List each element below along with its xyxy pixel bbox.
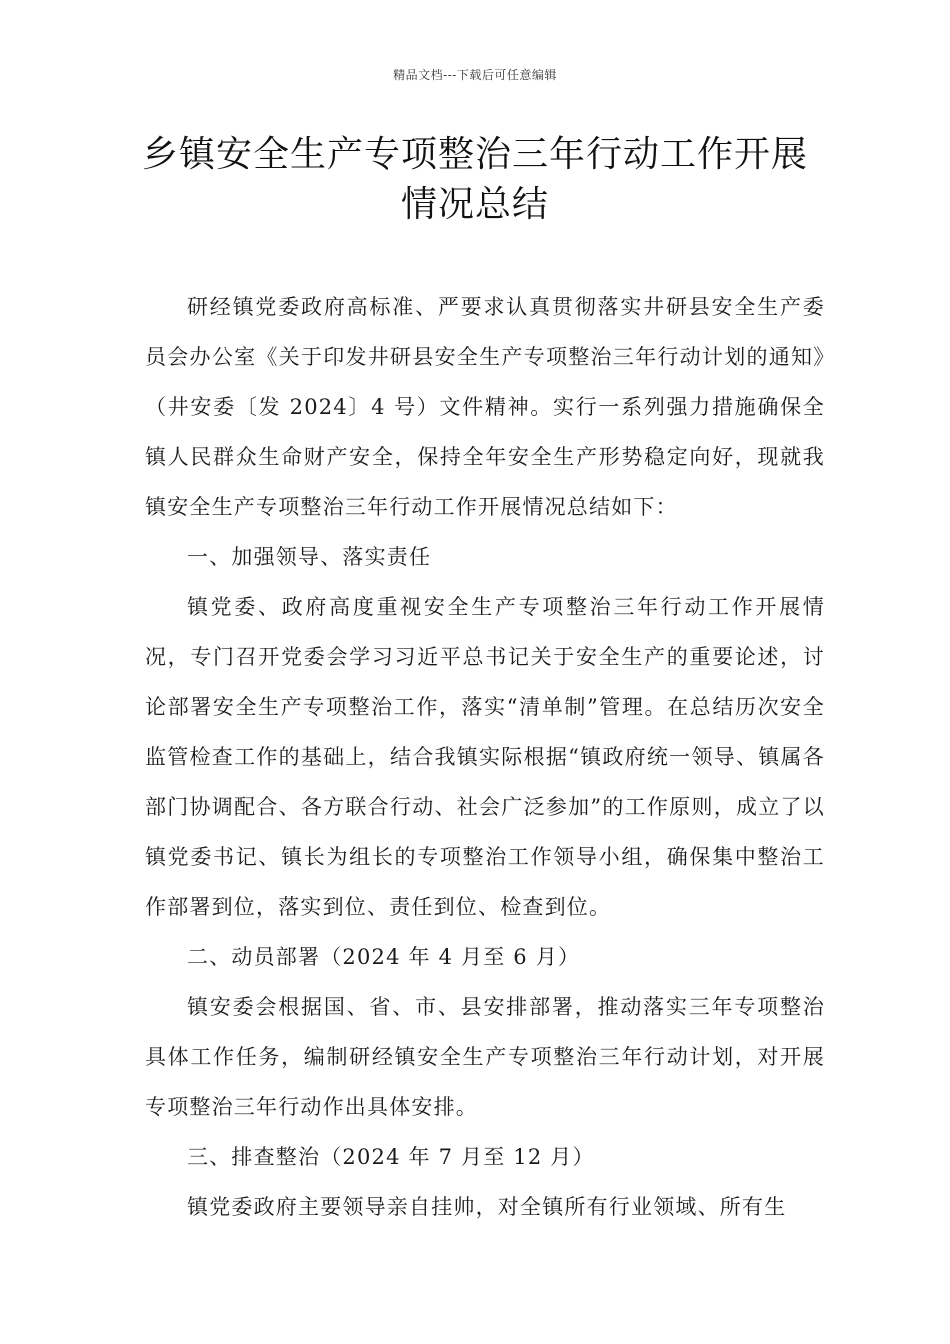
section-heading-3: 三、排查整治（2024 年 7 月至 12 月） xyxy=(187,1145,595,1169)
section-heading-2: 二、动员部署（2024 年 4 月至 6 月） xyxy=(187,945,581,969)
paragraph-intro: 研经镇党委政府高标准、严要求认真贯彻落实井研县安全生产委员会办公室《关于印发井研县安全生产专项整治三年行动计划的通知》（井安委〔发 2024〕4 号）文件精神。实行一系列强力措施确保全镇人民群众生命财产安全，保持全年安全生产形势稳定向好，现就我镇安全生产专项整治三年行动工作开展情况总结如下： xyxy=(145,295,825,519)
paragraph-section-2: 镇安委会根据国、省、市、县安排部署，推动落实三年专项整治具体工作任务，编制研经镇安全生产专项整治三年行动计划，对开展专项整治三年行动作出具体安排。 xyxy=(145,995,825,1119)
header-note: 精品文档---下载后可任意编辑 xyxy=(393,68,557,82)
paragraph-section-3: 镇党委政府主要领导亲自挂帅，对全镇所有行业领域、所有生 xyxy=(187,1195,787,1219)
paragraph-section-1: 镇党委、政府高度重视安全生产专项整治三年行动工作开展情况，专门召开党委会学习习近平总书记关于安全生产的重要论述，讨论部署安全生产专项整治工作，落实“清单制”管理。在总结历次安全监管检查工作的基础上，结合我镇实际根据“镇政府统一领导、镇属各部门协调配合、各方联合行动、社会广泛参加”的工作原则，成立了以镇党委书记、镇长为组长的专项整治工作领导小组，确保集中整治工作部署到位，落实到位、责任到位、检查到位。 xyxy=(145,595,825,919)
section-heading-1: 一、加强领导、落实责任 xyxy=(187,545,432,569)
document-title: 乡镇安全生产专项整治三年行动工作开展情况总结 xyxy=(141,134,808,225)
document-body xyxy=(145,282,825,1232)
